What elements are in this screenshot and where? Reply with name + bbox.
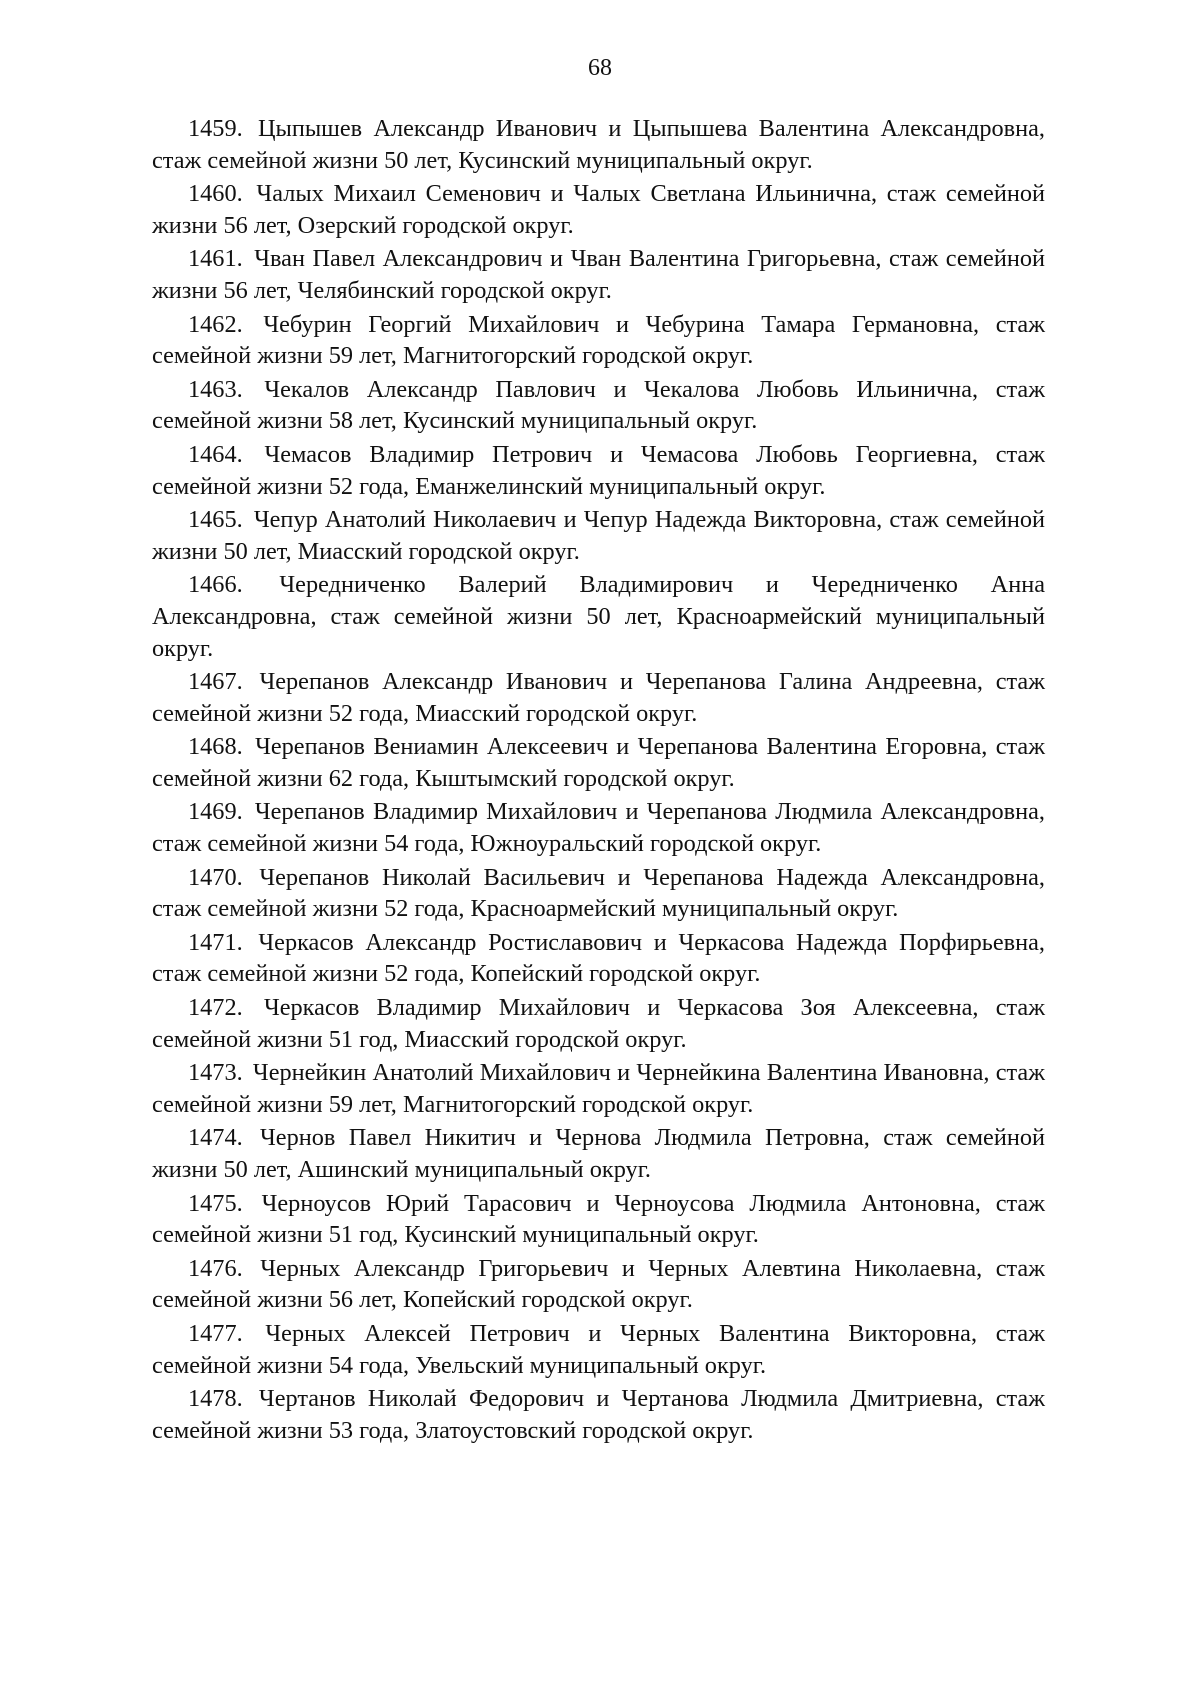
- list-item: [152, 243, 1045, 306]
- entry-number: 1468.: [188, 733, 243, 761]
- entry-number: 1474.: [188, 1124, 243, 1152]
- entry-number: 1461.: [188, 245, 243, 273]
- list-item: [152, 927, 1045, 990]
- page-number: 68: [588, 55, 612, 81]
- entry-number: 1475.: [188, 1189, 243, 1217]
- entry-text: Черных Александр Григорьевич и Черных Алевтина Николаевна, стаж семейной жизни 56 лет, Копейский городской округ.: [152, 1254, 1046, 1314]
- list-item: [152, 1057, 1045, 1120]
- list-item: [152, 1253, 1045, 1316]
- list-item: [152, 113, 1045, 176]
- entry-text: Черепанов Александр Иванович и Черепанова Галина Андреевна, стаж семейной жизни 52 года, Миасский городской округ.: [152, 668, 1046, 727]
- entry-number: 1478.: [188, 1385, 243, 1413]
- entry-number: 1467.: [188, 668, 243, 696]
- entry-text: Чебурин Георгий Михайлович и Чебурина Тамара Германовна, стаж семейной жизни 59 лет, Магнитогорский городской округ.: [152, 310, 1046, 370]
- list-item: [152, 1318, 1045, 1381]
- entry-text: Чван Павел Александрович и Чван Валентина Григорьевна, стаж семейной жизни 56 лет, Челябинский городской округ.: [152, 245, 1045, 304]
- entry-number: 1466.: [188, 571, 243, 599]
- entry-number: 1471.: [188, 928, 243, 956]
- entry-number: 1462.: [188, 310, 243, 338]
- entry-number: 1477.: [188, 1319, 243, 1347]
- list-item: [152, 1122, 1045, 1185]
- list-item: [152, 1188, 1045, 1251]
- entry-number: 1472.: [188, 994, 243, 1022]
- entry-number: 1469.: [188, 798, 243, 826]
- list-item: [152, 666, 1045, 729]
- list-item: [152, 1383, 1045, 1446]
- list-item: [152, 992, 1045, 1055]
- entry-list: [152, 113, 1045, 1448]
- entry-text: Чертанов Николай Федорович и Чертанова Людмила Дмитриевна, стаж семейной жизни 53 года, Златоустовский городской округ.: [152, 1385, 1046, 1444]
- entry-text: Чернейкин Анатолий Михайлович и Чернейкина Валентина Ивановна, стаж семейной жизни 59 лет, Магнитогорский городской округ.: [152, 1059, 1045, 1118]
- entry-text: Цыпышев Александр Иванович и Цыпышева Валентина Александровна, стаж семейной жизни 50 лет, Кусинский муниципальный округ.: [152, 115, 1045, 174]
- list-item: [152, 862, 1045, 925]
- entry-text: Чемасов Владимир Петрович и Чемасова Любовь Георгиевна, стаж семейной жизни 52 года, Еманжелинский муниципальный округ.: [152, 440, 1045, 500]
- list-item: [152, 374, 1045, 437]
- entry-text: Чекалов Александр Павлович и Чекалова Любовь Ильинична, стаж семейной жизни 58 лет, Кусинский муниципальный округ.: [152, 375, 1046, 435]
- list-item: [152, 504, 1045, 567]
- entry-number: 1464.: [188, 440, 243, 468]
- entry-text: Черепанов Владимир Михайлович и Черепанова Людмила Александровна, стаж семейной жизни 54 года, Южноуральский городской округ.: [152, 798, 1046, 858]
- entry-text: Черноусов Юрий Тарасович и Черноусова Людмила Антоновна, стаж семейной жизни 51 год, Кусинский муниципальный округ.: [152, 1189, 1045, 1249]
- list-item: [152, 178, 1045, 241]
- entry-number: 1465.: [188, 506, 243, 534]
- entry-text: Чалых Михаил Семенович и Чалых Светлана Ильинична, стаж семейной жизни 56 лет, Озерский городской округ.: [152, 180, 1045, 239]
- entry-text: Чепур Анатолий Николаевич и Чепур Надежда Викторовна, стаж семейной жизни 50 лет, Миасский городской округ.: [152, 506, 1045, 565]
- entry-text: Чередниченко Валерий Владимирович и Чередниченко Анна Александровна, стаж семейной жизни 50 лет, Красноармейский муниципальный округ.: [152, 571, 1045, 662]
- entry-number: 1470.: [188, 863, 243, 891]
- entry-text: Черкасов Александр Ростиславович и Черкасова Надежда Порфирьевна, стаж семейной жизни 52 года, Копейский городской округ.: [152, 928, 1045, 988]
- list-item: [152, 439, 1045, 502]
- entry-text: Черных Алексей Петрович и Черных Валентина Викторовна, стаж семейной жизни 54 года, Увельский муниципальный округ.: [152, 1319, 1045, 1379]
- entry-text: Черкасов Владимир Михайлович и Черкасова Зоя Алексеевна, стаж семейной жизни 51 год, Миасский городской округ.: [152, 994, 1045, 1053]
- entry-number: 1459.: [188, 115, 243, 142]
- list-item: [152, 309, 1045, 372]
- entry-text: Чернов Павел Никитич и Чернова Людмила Петровна, стаж семейной жизни 50 лет, Ашинский муниципальный округ.: [152, 1124, 1046, 1183]
- entry-text: Черепанов Вениамин Алексеевич и Черепанова Валентина Егоровна, стаж семейной жизни 62 года, Кыштымский городской округ.: [152, 733, 1045, 792]
- entry-number: 1463.: [188, 375, 243, 403]
- list-item: [152, 569, 1045, 664]
- entry-number: 1460.: [188, 180, 243, 208]
- list-item: [152, 796, 1045, 859]
- entry-number: 1476.: [188, 1254, 243, 1282]
- entry-number: 1473.: [188, 1059, 243, 1087]
- entry-text: Черепанов Николай Васильевич и Черепанова Надежда Александровна, стаж семейной жизни 52 года, Красноармейский муниципальный округ.: [152, 863, 1045, 923]
- list-item: [152, 731, 1045, 794]
